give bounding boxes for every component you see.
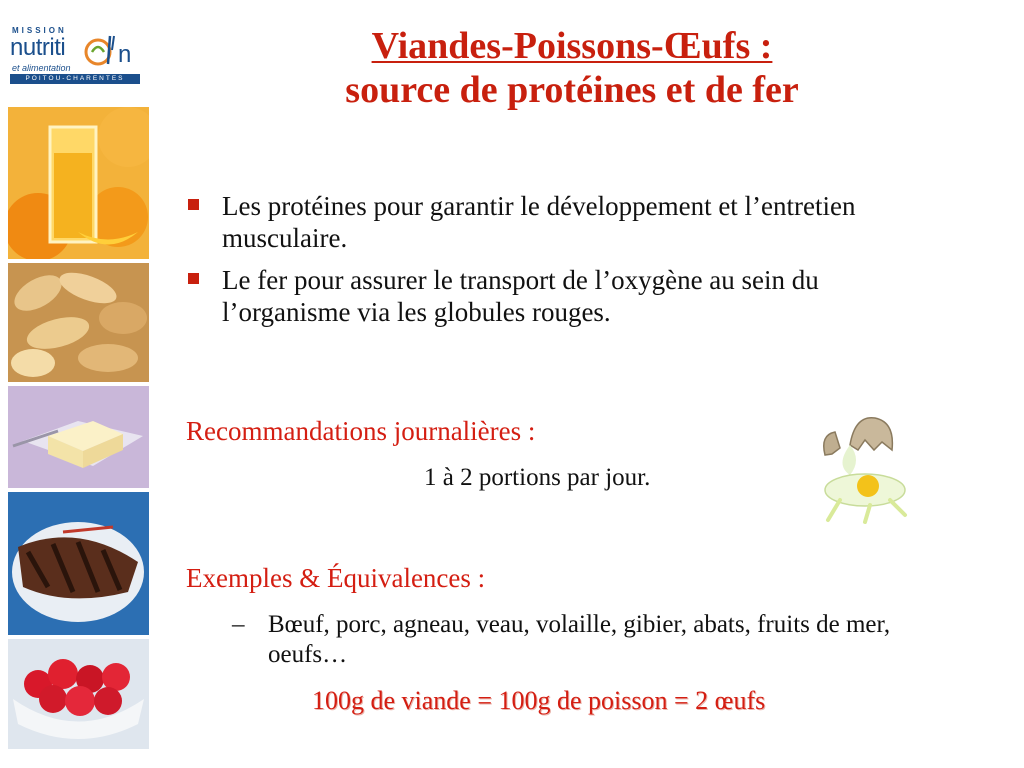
- logo-fruit-fork-icon: [84, 30, 142, 70]
- logo-subtitle: et alimentation: [12, 63, 71, 73]
- examples-heading: Exemples & Équivalences :: [186, 563, 486, 593]
- examples-item: [232, 610, 932, 670]
- mission-nutrition-logo: [8, 20, 144, 82]
- cracked-egg-icon: [810, 410, 920, 530]
- equivalence-text: 100g de viande = 100g de poisson = 2 œufs: [312, 686, 766, 715]
- orange-juice-photo: [8, 107, 149, 259]
- square-bullet-icon: [188, 273, 199, 284]
- logo-mission-text: MISSION: [12, 26, 67, 35]
- recommendations-heading: Recommandations journalières :: [186, 416, 536, 446]
- bullet-item: [186, 190, 946, 254]
- bullet-list: [186, 190, 946, 338]
- logo-nutrition-text: nutriti: [10, 34, 66, 61]
- square-bullet-icon: [188, 199, 199, 210]
- title-line-2: source de protéines et de fer: [345, 69, 799, 111]
- examples-item-text: Bœuf, porc, agneau, veau, volaille, gibier, abats, fruits de mer, oeufs…: [268, 611, 891, 668]
- strawberries-photo: [8, 639, 149, 749]
- title-line-1: Viandes-Poissons-Œufs :: [371, 25, 773, 67]
- svg-text:n: n: [118, 41, 132, 68]
- slide-title: [200, 24, 944, 112]
- bullet-text: Les protéines pour garantir le développement et l’entretien musculaire.: [222, 191, 856, 253]
- steak-photo: [8, 492, 149, 635]
- portions-text: 1 à 2 portions par jour.: [424, 464, 651, 491]
- bread-photo: [8, 263, 149, 382]
- food-photo-strip: [8, 107, 149, 753]
- logo-region-bar: POITOU-CHARENTES: [10, 74, 140, 84]
- bullet-text: Le fer pour assurer le transport de l’oxygène au sein du l’organisme via les globules rouges.: [222, 265, 819, 327]
- bullet-item: [186, 264, 946, 328]
- dash-bullet: –: [232, 611, 245, 638]
- butter-photo: [8, 386, 149, 488]
